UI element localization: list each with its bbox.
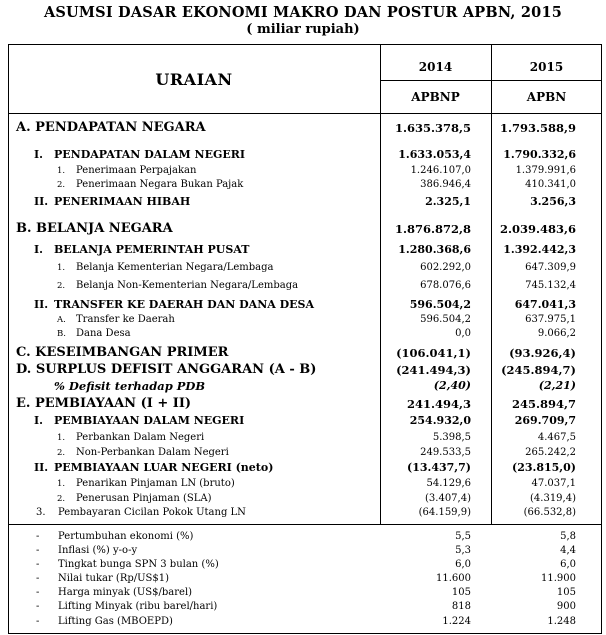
row-label: B. BELANJA NEGARA: [16, 221, 173, 236]
table-row: [0, 298, 606, 312]
row-marker: 2.: [57, 180, 66, 190]
value-2015: 1.793.588,9: [499, 121, 576, 135]
row-marker: -: [36, 573, 40, 584]
value-2014: (64.159,9): [418, 507, 471, 518]
row-label: Belanja Non-Kementerian Negara/Lembaga: [76, 280, 299, 291]
value-2015: (4.319,4): [530, 493, 576, 504]
row-marker: -: [36, 601, 40, 612]
value-2014: 596.504,2: [409, 298, 471, 311]
row-label: Penerimaan Perpajakan: [76, 165, 197, 176]
value-2014: 0,0: [455, 328, 471, 339]
row-marker: II.: [34, 195, 49, 208]
value-2014: 1.280.368,6: [398, 243, 471, 256]
value-2015: 410.341,0: [525, 179, 576, 190]
value-2015: 105: [556, 587, 576, 598]
report-title: ASUMSI DASAR EKONOMI MAKRO DAN POSTUR APBN, 2015: [43, 4, 563, 21]
value-2014: 1.633.053,4: [398, 148, 471, 161]
row-label: Pembayaran Cicilan Pokok Utang LN: [58, 507, 246, 518]
table-row: [0, 477, 606, 491]
row-label: % Defisit terhadap PDB: [54, 379, 206, 393]
column-header-uraian: URAIAN: [155, 70, 233, 89]
value-2015: 647.309,9: [525, 262, 576, 273]
value-2014: 596.504,2: [420, 314, 471, 325]
row-label: Penerimaan Negara Bukan Pajak: [76, 179, 244, 190]
value-2015: (245.894,7): [501, 363, 576, 377]
row-marker: I.: [34, 148, 43, 161]
value-2014: 1.876.872,8: [394, 222, 471, 236]
table-row: [0, 313, 606, 327]
value-2014: (2,40): [433, 379, 471, 392]
table-row: [0, 178, 606, 192]
table-row: [0, 346, 606, 360]
value-2014: 241.494,3: [406, 397, 471, 411]
value-2015: 1.392.442,3: [503, 243, 576, 256]
table-row: [0, 431, 606, 445]
table-row: [0, 195, 606, 209]
value-2015: 1.248: [547, 616, 576, 627]
value-2014: 5,3: [455, 545, 471, 556]
row-label: PENDAPATAN DALAM NEGERI: [54, 148, 246, 161]
row-marker: II.: [34, 298, 49, 311]
value-2015: (66.532,8): [523, 507, 576, 518]
table-row: [0, 506, 606, 520]
row-marker: -: [36, 545, 40, 556]
value-2014: (241.494,3): [396, 363, 471, 377]
column-header-year-2015: 2015: [529, 60, 564, 74]
table-row: [0, 164, 606, 178]
row-label: Transfer ke Daerah: [76, 314, 175, 325]
macro-row: [0, 544, 606, 558]
row-marker: 1.: [57, 263, 66, 273]
row-label: PEMBIAYAAN LUAR NEGERI (neto): [54, 461, 274, 474]
table-row: [0, 414, 606, 428]
table-row: [0, 243, 606, 257]
table-row: [0, 363, 606, 377]
value-2015: 5,8: [560, 531, 576, 542]
row-label: TRANSFER KE DAERAH DAN DANA DESA: [54, 298, 315, 311]
header-bottom-rule: [8, 113, 602, 114]
row-label: Dana Desa: [76, 328, 131, 339]
value-2014: 678.076,6: [420, 280, 471, 291]
value-2015: 4.467,5: [537, 432, 576, 443]
macro-row: [0, 615, 606, 629]
row-label: A. PENDAPATAN NEGARA: [16, 120, 206, 135]
table-row: [0, 279, 606, 293]
row-label: Lifting Minyak (ribu barel/hari): [58, 601, 218, 612]
value-2014: (106.041,1): [396, 346, 471, 360]
row-marker: -: [36, 587, 40, 598]
table-row: [0, 379, 606, 393]
value-2015: (93.926,4): [509, 346, 576, 360]
value-2014: (13.437,7): [407, 461, 471, 474]
value-2014: 2.325,1: [425, 195, 471, 208]
row-marker: A.: [57, 315, 66, 325]
column-header-year-2014: 2014: [418, 60, 453, 74]
row-label: Pertumbuhan ekonomi (%): [58, 531, 194, 542]
value-2015: 4,4: [560, 545, 576, 556]
row-marker: -: [36, 616, 40, 627]
macro-row: [0, 530, 606, 544]
table-row: [0, 148, 606, 162]
row-label: Lifting Gas (MBOEPD): [58, 616, 173, 627]
row-marker: -: [36, 531, 40, 542]
row-label: PENERIMAAN HIBAH: [54, 195, 191, 208]
table-row: [0, 461, 606, 475]
value-2014: 5.398,5: [432, 432, 471, 443]
value-2015: 3.256,3: [530, 195, 576, 208]
value-2014: 54.129,6: [426, 478, 471, 489]
value-2015: 745.132,4: [525, 280, 576, 291]
row-label: Inflasi (%) y-o-y: [58, 545, 138, 556]
value-2014: 11.600: [436, 573, 471, 584]
row-label: Tingkat bunga SPN 3 bulan (%): [58, 559, 219, 570]
table-row: [0, 492, 606, 506]
column-header-apbnp: APBNP: [411, 90, 460, 104]
row-marker: 2.: [57, 281, 66, 291]
row-marker: 2.: [57, 494, 66, 504]
row-marker: 1.: [57, 166, 66, 176]
value-2014: 249.533,5: [420, 447, 471, 458]
value-2015: (23.815,0): [512, 461, 576, 474]
value-2015: 1.790.332,6: [503, 148, 576, 161]
table-row: [0, 327, 606, 341]
value-2014: 5,5: [455, 531, 471, 542]
row-label: PEMBIAYAAN DALAM NEGERI: [54, 414, 245, 427]
row-label: Penerusan Pinjaman (SLA): [76, 493, 212, 504]
macro-row: [0, 558, 606, 572]
row-label: Penarikan Pinjaman LN (bruto): [76, 478, 235, 489]
value-2015: 647.041,3: [514, 298, 576, 311]
row-marker: I.: [34, 243, 43, 256]
row-label: Belanja Kementerian Negara/Lembaga: [76, 262, 274, 273]
value-2014: 105: [451, 587, 471, 598]
row-label: Harga minyak (US$/barel): [58, 587, 193, 598]
value-2015: 265.242,2: [525, 447, 576, 458]
row-marker: B.: [57, 329, 66, 339]
value-2014: 1.246.107,0: [410, 165, 471, 176]
value-2015: 900: [556, 601, 576, 612]
value-2014: 254.932,0: [409, 414, 471, 427]
value-2015: 11.900: [541, 573, 576, 584]
value-2015: (2,21): [538, 379, 576, 392]
row-label: BELANJA PEMERINTAH PUSAT: [54, 243, 250, 256]
header-divider: [380, 80, 602, 81]
row-marker: 2.: [57, 448, 66, 458]
value-2015: 9.066,2: [537, 328, 576, 339]
row-label: C. KESEIMBANGAN PRIMER: [16, 345, 229, 360]
table-row: [0, 222, 606, 236]
row-marker: I.: [34, 414, 43, 427]
value-2015: 6,0: [560, 559, 576, 570]
macro-section-rule: [8, 524, 602, 525]
row-label: Non-Perbankan Dalam Negeri: [76, 447, 229, 458]
value-2014: (3.407,4): [425, 493, 471, 504]
report-subtitle: ( miliar rupiah): [246, 22, 360, 37]
value-2015: 269.709,7: [514, 414, 576, 427]
row-label: Perbankan Dalam Negeri: [76, 432, 205, 443]
row-label: Nilai tukar (Rp/US$1): [58, 573, 170, 584]
value-2014: 602.292,0: [420, 262, 471, 273]
row-marker: II.: [34, 461, 49, 474]
macro-row: [0, 600, 606, 614]
value-2015: 2.039.483,6: [499, 222, 576, 236]
value-2014: 1.635.378,5: [394, 121, 471, 135]
value-2014: 6,0: [455, 559, 471, 570]
value-2015: 1.379.991,6: [515, 165, 576, 176]
value-2015: 637.975,1: [525, 314, 576, 325]
value-2014: 818: [451, 601, 471, 612]
macro-row: [0, 572, 606, 586]
value-2014: 1.224: [442, 616, 471, 627]
row-marker: -: [36, 559, 40, 570]
table-row: [0, 446, 606, 460]
column-header-apbn: APBN: [526, 90, 567, 104]
row-label: D. SURPLUS DEFISIT ANGGARAN (A - B): [16, 362, 317, 377]
table-row: [0, 261, 606, 275]
value-2015: 47.037,1: [531, 478, 576, 489]
row-label: E. PEMBIAYAAN (I + II): [16, 396, 192, 411]
row-marker: 1.: [57, 433, 66, 443]
row-marker: 3.: [36, 507, 46, 518]
table-row: [0, 397, 606, 411]
table-row: [0, 121, 606, 135]
value-2015: 245.894,7: [511, 397, 576, 411]
row-marker: 1.: [57, 479, 66, 489]
value-2014: 386.946,4: [420, 179, 471, 190]
macro-row: [0, 586, 606, 600]
